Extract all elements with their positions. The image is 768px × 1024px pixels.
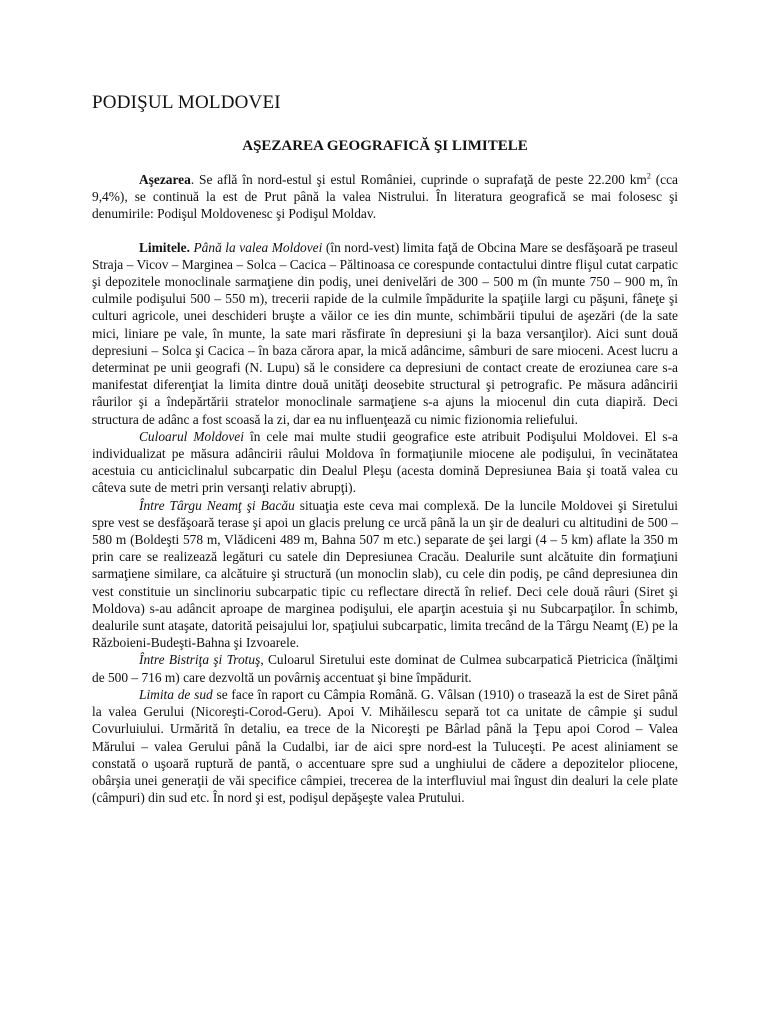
paragraph-asezarea xyxy=(92,171,678,223)
paragraph-lead: Aşezarea xyxy=(139,172,191,187)
paragraph-italic: Între Bistriţa şi Trotuş xyxy=(139,652,261,668)
paragraph-italic: Până la valea Moldovei xyxy=(193,239,323,255)
section-title: AŞEZAREA GEOGRAFICĂ ŞI LIMITELE xyxy=(242,138,528,154)
paragraph-limitele xyxy=(92,239,678,428)
paragraph-bistrita-trotus xyxy=(92,651,678,685)
paragraph-culoarul-moldovei xyxy=(92,428,678,497)
paragraph-italic: Între Târgu Neamţ şi Bacău xyxy=(139,497,295,513)
paragraph-text: în cele mai multe studii geografice este atribuit Podişului Moldovei. El s-a individualizat pe măsura adâncirii râului Moldova în formaţiunile miocene ale podişului, în vecinătatea acestuia cu anticiclinalul subcarpatic din Dealul Pleşu (acesta domină Depresiunea Baia şi toată valea cu câteva sute de metri prin versanţi relativ abrupţi). xyxy=(92,428,678,496)
paragraph-text: (cca 9,4%), se continuă la est de Prut până la valea Nistrului. În literatura geografică se mai folosesc şi denumirile: Podişul Moldovenesc şi Podişul Moldav. xyxy=(92,172,679,222)
paragraph-text: , Culoarul Siretului este dominat de Culmea subcarpatică Pietricica (înălţimi de 500 – 716 m) care dezvoltă un povârniş accentuat şi bine împădurit. xyxy=(92,652,678,685)
paragraph-limita-de-sud xyxy=(92,686,678,806)
document-title: PODIŞUL MOLDOVEI xyxy=(92,92,281,113)
superscript: 2 xyxy=(646,171,651,181)
paragraph-text: . Se află în nord-estul şi estul României, cuprinde o suprafaţă de peste 22.200 km xyxy=(190,172,647,187)
paragraph-italic: Limita de sud xyxy=(139,686,213,702)
paragraph-targu-neamt-bacau xyxy=(92,497,678,652)
paragraph-italic: Culoarul Moldovei xyxy=(139,428,244,444)
paragraph-text: situaţia este ceva mai complexă. De la luncile Moldovei şi Siretului spre vest se desfăşoară terase şi apoi un glacis prelung ce urcă până la un şir de dealuri cu altitudini de 500 – 580 m (Boldeşti 578 m, Vlădiceni 489 m, Bahna 507 m etc.) separate de şei largi (4 – 5 km) aflate la 350 m prin care se realizează legături cu satele din Depresiunea Cracău. Dealurile sunt alcătuite din formaţiuni sarmaţiene similare, ca alcătuire şi structură (un monoclin slab), cu cele din podiş, pe când depresiunea din vest constituie un sinclinoriu subcarpatic tipic cu reflectare directă în relief. Deci cele două râuri (Siret şi Moldova) s-au adâncit aproape de marginea podişului, ele aparţin acestuia şi nu Subcarpaţilor. În schimb, dealurile sunt ataşate, datorită peisajului lor, spaţiului subcarpatic, limita trecând de la Târgu Neamţ (E) pe la Războieni-Budeşti-Bahna şi Izvoarele. xyxy=(92,497,678,651)
paragraph-text: (în nord-vest) limita faţă de Obcina Mare se desfăşoară pe traseul Straja – Vicov – Marginea – Solca – Cacica – Păltinoasa ce corespunde contactului dintre flişul cutat carpatic şi depozitele monoclinale sarmaţiene din podiş, unei denivelări de 300 – 500 m (în munte 750 – 900 m, în culmile podişului 500 – 550 m), trecerii rapide de la culmile împădurite la spaţiile largi cu păşuni, fâneţe şi culturi agricole, unei deschideri bruşte a văilor ce ies din munte, schimbării tipului de aşezări (de la sate mici, liniare pe vale, în munte, la sate mari răsfirate în depresiuni şi la baza versanţilor). Aici sunt două depresiuni – Solca şi Cacica – în baza cărora apar, la mică adâncime, sâmburi de sare mioceni. Acest lucru a determinat pe unii geografi (N. Lupu) să le considere ca depresiuni de contact create de eroziunea care s-a manifestat diferenţiat la limita dintre două unităţi deosebite structural şi petrografic. Pe măsura adâncirii râurilor şi a îndepărtării stratelor monoclinale sarmaţiene s-a ajuns la miocenul din cuta diapiră. Deci structura de adânc a fost scoasă la zi, dar ea nu influenţează cu nimic fizionomia reliefului. xyxy=(92,239,679,427)
paragraph-text: se face în raport cu Câmpia Română. G. Vâlsan (1910) o trasează la est de Siret până la valea Gerului (Nicoreşti-Corod-Geru). Apoi V. Mihăilescu separă tot ca unitate de câmpie şi sudul Covurluiului. Urmărită în detaliu, ea trece de la Nicoreşti pe Bârlad până la Ţepu apoi Corod – Valea Mărului – valea Gerului până la Cudalbi, iar de aici spre nord-est la Tuluceşti. Pe acest aliniament se constată o uşoară ruptură de pantă, o accentuare spre sud a unghiului de cădere a depozitelor pliocene, obârşia unei generaţii de văi specifice câmpiei, trecerea de la interfluviul mai îngust din dealuri la cele plate (câmpuri) din sud etc. În nord şi est, podişul depăşeşte valea Prutului. xyxy=(92,686,678,806)
paragraph-lead: Limitele. xyxy=(139,239,190,255)
